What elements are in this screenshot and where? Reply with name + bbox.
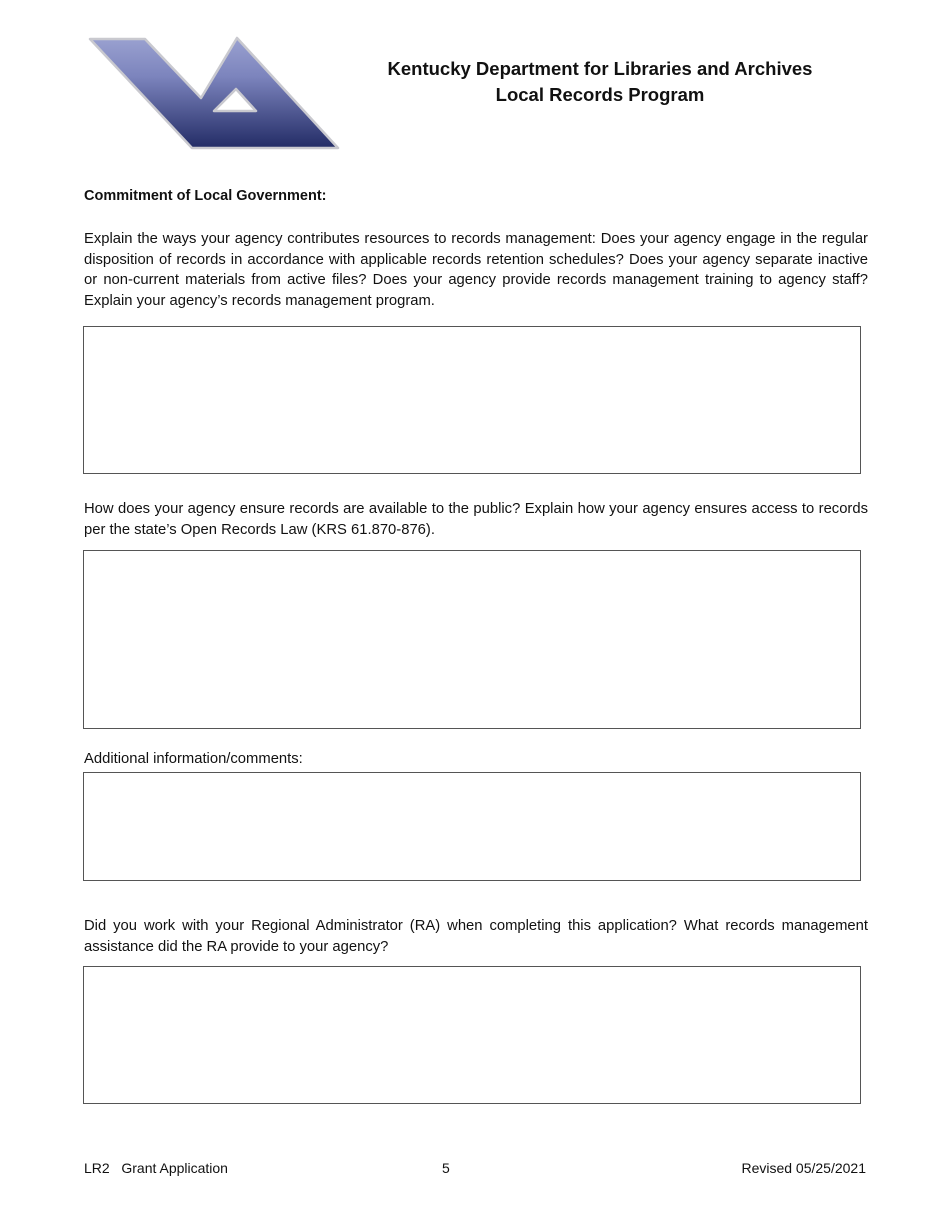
question-2-answer-field[interactable] [84,551,860,728]
footer-revised-date: Revised 05/25/2021 [741,1160,866,1176]
additional-comments-label: Additional information/comments: [84,751,303,767]
question-4-prompt: Did you work with your Regional Administrator (RA) when completing this application? What records management assistance did the RA provide to your agency? [84,918,868,955]
additional-comments-field[interactable] [84,773,860,880]
program-title: Local Records Program [495,84,705,105]
footer-form-id: LR2 Grant Application [84,1160,228,1176]
department-title: Kentucky Department for Libraries and Archives [387,58,813,79]
question-2-answer-box[interactable] [83,550,861,729]
footer-page-number: 5 [442,1160,450,1176]
additional-comments-box[interactable] [83,772,861,881]
section-heading: Commitment of Local Government: [84,188,327,204]
question-1-answer-field[interactable] [84,327,860,473]
question-4-answer-box[interactable] [83,966,861,1104]
question-1-prompt: Explain the ways your agency contributes resources to records management: Does your agency engage in the regular disposition of records in accordance with applicable records retention schedules? Does your agency separate inactive or non-current materials from active files? Does your agency provide records management training to agency staff? Explain your agency’s records management program. [84,231,868,309]
kdla-logo-icon [88,36,340,154]
document-title [380,56,820,108]
question-4-answer-field[interactable] [84,967,860,1103]
question-1-answer-box[interactable] [83,326,861,474]
question-2-prompt: How does your agency ensure records are available to the public? Explain how your agency ensures access to records per the state’s Open Records Law (KRS 61.870-876). [84,501,868,538]
